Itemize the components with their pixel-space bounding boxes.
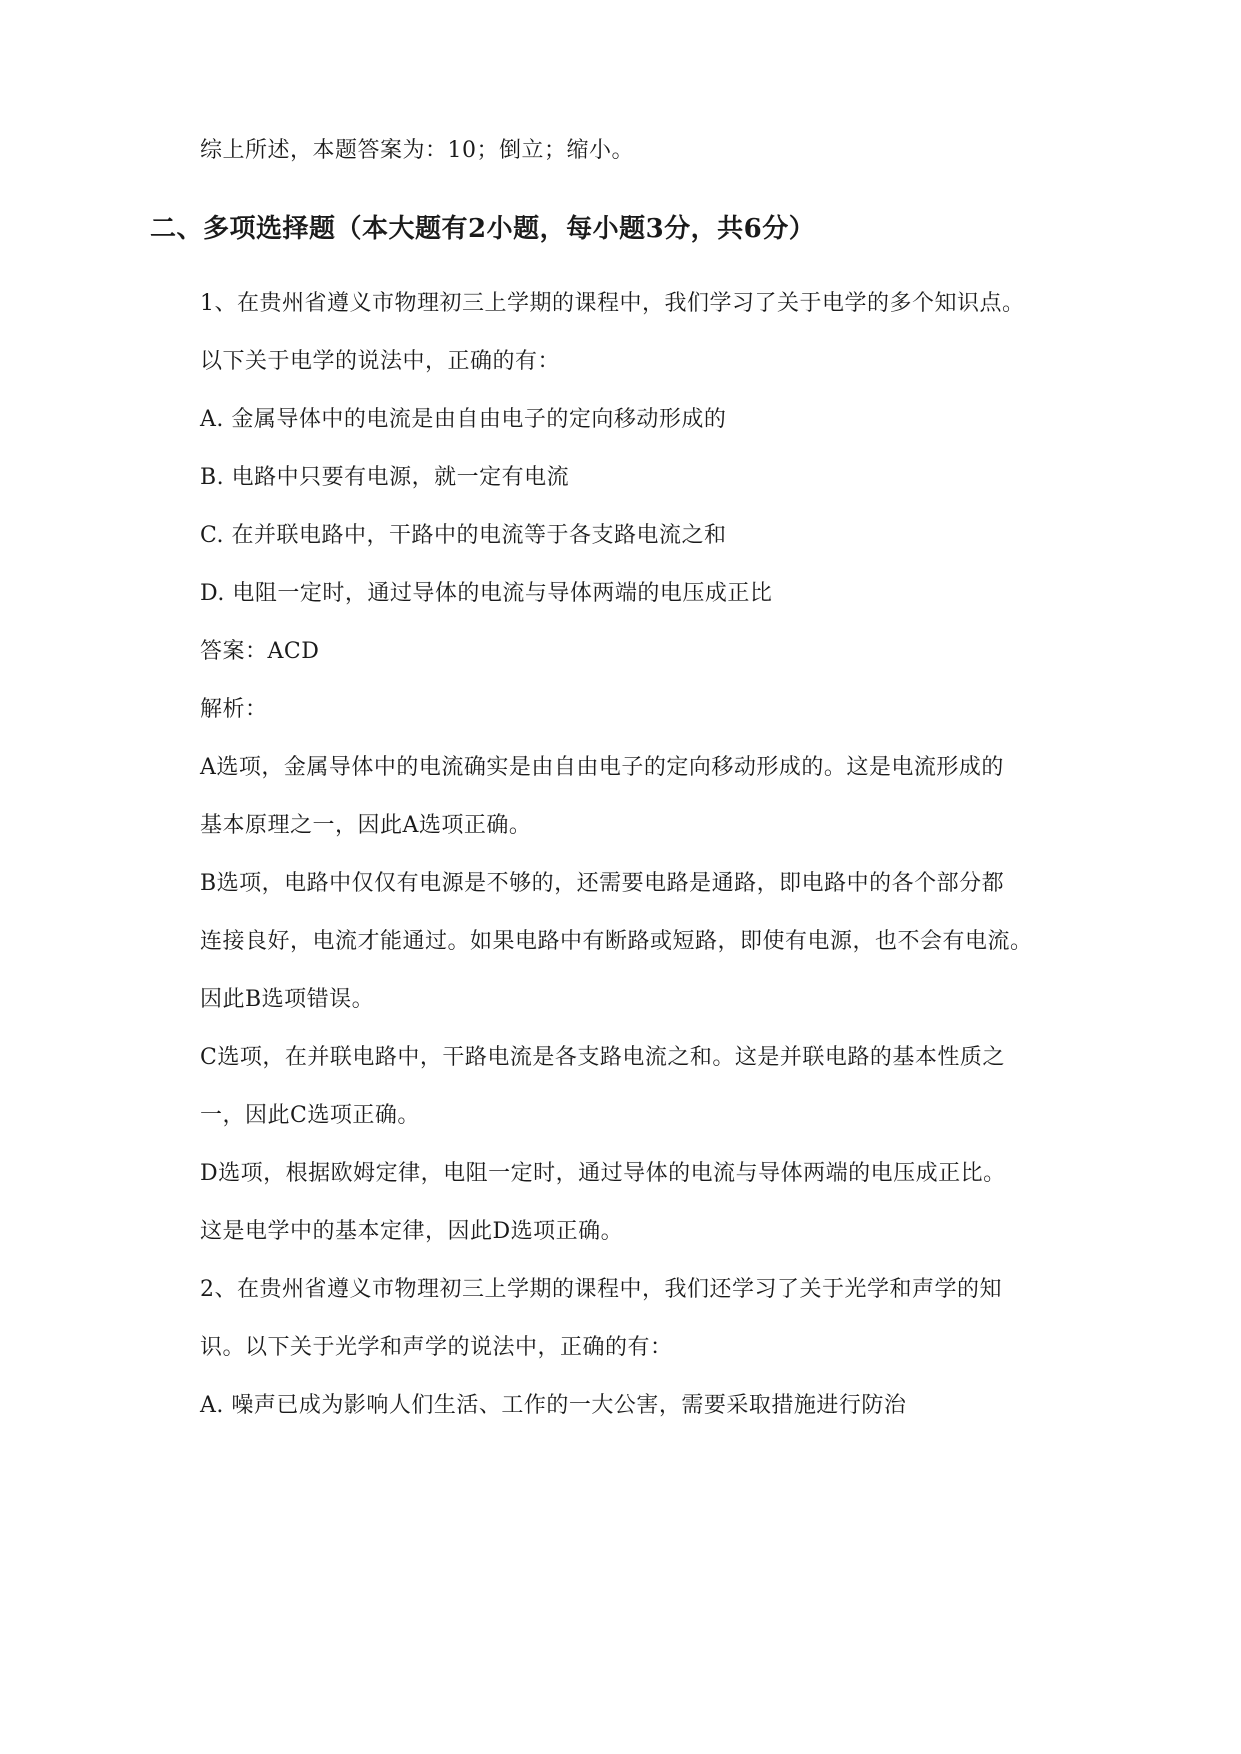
q1-analysis-a-line1: A选项，金属导体中的电流确实是由自由电子的定向移动形成的。这是电流形成的: [200, 755, 1004, 780]
q1-analysis-b-line2: 连接良好，电流才能通过。如果电路中有断路或短路，即使有电源，也不会有电流。: [200, 929, 1033, 954]
q1-option-c: C. 在并联电路中，干路中的电流等于各支路电流之和: [200, 523, 727, 548]
q1-analysis-c-line2: 一，因此C选项正确。: [200, 1103, 420, 1128]
q1-analysis-b-line3: 因此B选项错误。: [200, 987, 375, 1012]
q1-stem-line1: 1、在贵州省遵义市物理初三上学期的课程中，我们学习了关于电学的多个知识点。: [200, 291, 1025, 316]
q2-stem-line2: 识。以下关于光学和声学的说法中，正确的有：: [200, 1335, 673, 1360]
q1-option-a: A. 金属导体中的电流是由自由电子的定向移动形成的: [200, 407, 727, 432]
q2-option-a: A. 噪声已成为影响人们生活、工作的一大公害，需要采取措施进行防治: [200, 1393, 907, 1418]
q2-stem-line1: 2、在贵州省遵义市物理初三上学期的课程中，我们还学习了关于光学和声学的知: [200, 1277, 1002, 1302]
q1-analysis-d-line1: D选项，根据欧姆定律，电阻一定时，通过导体的电流与导体两端的电压成正比。: [200, 1161, 1006, 1186]
q1-analysis-label: 解析：: [200, 697, 268, 722]
q1-answer: 答案：ACD: [200, 639, 320, 664]
q1-analysis-b-line1: B选项，电路中仅仅有电源是不够的，还需要电路是通路，即电路中的各个部分都: [200, 871, 1005, 896]
q1-analysis-c-line1: C选项，在并联电路中，干路电流是各支路电流之和。这是并联电路的基本性质之: [200, 1045, 1005, 1070]
q1-option-d: D. 电阻一定时，通过导体的电流与导体两端的电压成正比: [200, 581, 773, 606]
section-heading: 二、多项选择题（本大题有2小题，每小题3分，共6分）: [150, 214, 816, 244]
q1-stem-line2: 以下关于电学的说法中，正确的有：: [200, 349, 561, 374]
q1-analysis-d-line2: 这是电学中的基本定律，因此D选项正确。: [200, 1219, 624, 1244]
q1-analysis-a-line2: 基本原理之一，因此A选项正确。: [200, 813, 532, 838]
q1-option-b: B. 电路中只要有电源，就一定有电流: [200, 465, 570, 490]
summary-line: 综上所述，本题答案为：10；倒立；缩小。: [200, 138, 634, 163]
